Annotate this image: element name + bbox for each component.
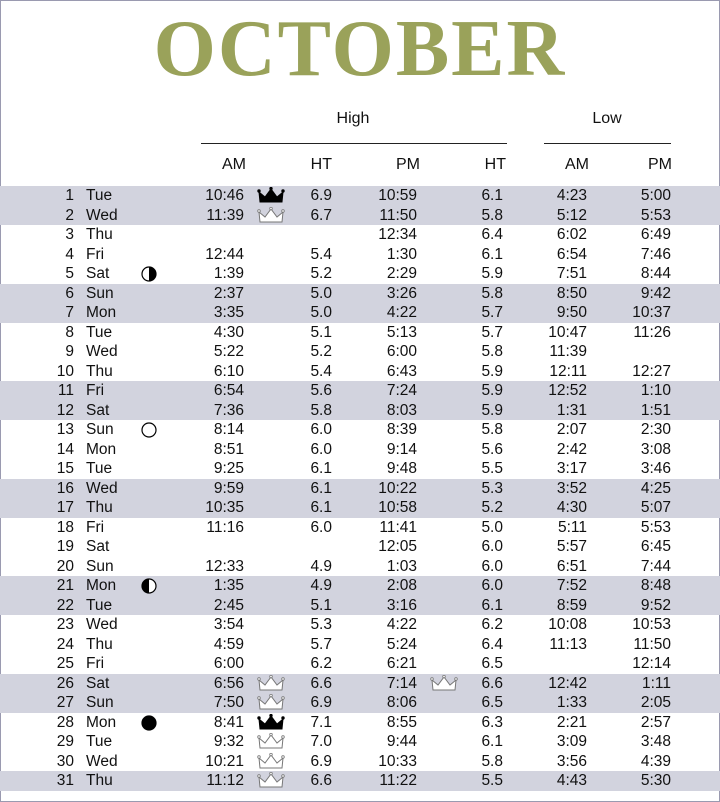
low-pm-time: 5:53	[640, 206, 671, 224]
high-pm-height: 6.6	[481, 674, 503, 692]
low-pm-time: 5:07	[640, 499, 671, 516]
weekday: Thu	[86, 226, 113, 243]
weekday: Wed	[86, 343, 118, 360]
high-pm-time: 10:22	[378, 479, 417, 497]
low-am-time: 8:50	[556, 284, 587, 302]
day-number: 17	[56, 499, 74, 516]
high-am-height: 5.1	[310, 323, 332, 341]
high-am-height: 5.7	[310, 635, 332, 653]
high-pm-time: 9:14	[386, 440, 417, 458]
low-am-time: 7:52	[556, 577, 587, 594]
high-pm-height: 6.0	[481, 577, 503, 594]
day-number: 25	[56, 655, 74, 672]
low-pm-time: 6:45	[640, 538, 671, 555]
low-am-time: 11:13	[549, 635, 587, 653]
low-pm-time: 7:46	[640, 245, 671, 263]
weekday: Fri	[86, 245, 105, 263]
low-pm-time: 7:44	[640, 557, 671, 575]
last-quarter-moon-icon	[141, 578, 157, 594]
table-row	[0, 518, 720, 538]
low-am-time: 12:11	[549, 362, 587, 380]
high-am-time: 1:35	[213, 577, 244, 594]
high-pm-time: 12:05	[378, 538, 417, 555]
low-am-time: 3:56	[556, 752, 587, 770]
day-number: 7	[65, 304, 74, 321]
white-crown-icon	[257, 753, 285, 771]
day-number: 26	[56, 674, 74, 692]
low-pm-time: 5:00	[640, 187, 671, 204]
low-pm-time: 1:11	[641, 674, 671, 692]
high-pm-time: 4:22	[386, 304, 417, 321]
table-row	[0, 381, 720, 401]
day-number: 2	[65, 206, 74, 224]
weekday: Tue	[86, 460, 113, 477]
low-am-time: 10:08	[548, 616, 587, 633]
day-number: 14	[56, 440, 74, 458]
high-pm-height: 6.1	[481, 596, 503, 614]
low-am-time: 3:52	[556, 479, 587, 497]
high-pm-time: 11:50	[379, 206, 417, 224]
low-pm-time: 5:30	[640, 772, 671, 789]
high-am-height: 6.1	[310, 499, 332, 516]
high-am-time: 11:39	[206, 206, 244, 224]
high-am-height: 6.0	[310, 421, 332, 438]
high-am-time: 8:41	[213, 713, 244, 731]
high-pm-height: 5.9	[481, 401, 503, 419]
high-am-time: 9:32	[213, 733, 244, 750]
high-pm-height: 6.1	[481, 733, 503, 750]
low-pm-time: 4:25	[640, 479, 671, 497]
day-number: 6	[65, 284, 74, 302]
weekday: Mon	[86, 713, 117, 731]
low-am-time: 2:42	[556, 440, 587, 458]
low-am-time: 10:47	[548, 323, 587, 341]
table-row	[0, 420, 720, 440]
high-am-time: 1:39	[213, 265, 244, 282]
high-am-time: 8:51	[213, 440, 244, 458]
table-row	[0, 206, 720, 226]
high-am-time: 2:45	[213, 596, 244, 614]
low-am-time: 6:54	[556, 245, 587, 263]
month-title: OCTOBER	[153, 5, 567, 93]
high-am-time: 11:16	[206, 518, 244, 536]
low-am-time: 5:11	[557, 518, 587, 536]
high-am-time: 11:12	[206, 772, 244, 789]
low-pm-time: 2:05	[640, 694, 671, 711]
table-row	[0, 264, 720, 284]
table-row	[0, 459, 720, 479]
day-number: 12	[56, 401, 74, 419]
day-number: 27	[56, 694, 74, 711]
weekday: Thu	[86, 362, 113, 380]
high-am-time: 6:54	[213, 382, 244, 399]
high-am-time: 6:00	[213, 655, 244, 672]
high-am-height: 5.8	[310, 401, 332, 419]
weekday: Mon	[86, 577, 117, 594]
low-pm-time: 1:10	[640, 382, 671, 399]
day-number: 21	[56, 577, 74, 594]
day-number: 3	[65, 226, 74, 243]
high-pm-height: 5.7	[481, 304, 503, 321]
high-pm-time: 2:08	[386, 577, 417, 594]
low-pm-time: 2:30	[640, 421, 671, 438]
high-am-height: 6.1	[310, 479, 332, 497]
low-pm-time: 3:08	[640, 440, 671, 458]
high-am-height: 4.9	[310, 557, 332, 575]
table-row	[0, 654, 720, 674]
table-row	[0, 342, 720, 362]
low-am-time: 5:57	[556, 538, 587, 555]
high-pm-time: 2:29	[386, 265, 417, 282]
high-am-time: 9:25	[213, 460, 244, 477]
high-pm-time: 9:44	[386, 733, 417, 750]
low-am-time: 5:12	[556, 206, 587, 224]
black-crown-icon	[257, 187, 285, 205]
high-am-time: 12:44	[205, 245, 244, 263]
high-group-label: High	[336, 110, 370, 127]
high-am-height: 5.0	[310, 304, 332, 321]
table-row	[0, 615, 720, 635]
high-pm-height: 5.9	[481, 382, 503, 399]
high-pm-time: 7:24	[386, 382, 417, 399]
day-number: 5	[65, 265, 74, 282]
table-row	[0, 713, 720, 733]
day-number: 10	[56, 362, 74, 380]
tide-table	[0, 186, 720, 791]
high-group-rule	[201, 143, 507, 144]
table-row	[0, 186, 720, 206]
high-am-time: 10:35	[205, 499, 244, 516]
high-pm-time: 10:33	[378, 752, 417, 770]
high-pm-time: 6:43	[386, 362, 417, 380]
high-am-time: 4:30	[213, 323, 244, 341]
weekday: Fri	[86, 382, 105, 399]
white-crown-icon	[430, 675, 458, 693]
high-am-height: 5.3	[310, 616, 332, 633]
high-am-height: 7.1	[310, 713, 332, 731]
weekday: Thu	[86, 772, 113, 789]
low-pm-time: 2:57	[640, 713, 671, 731]
high-pm-height: 5.5	[481, 772, 503, 789]
table-row	[0, 752, 720, 772]
low-group-label: Low	[592, 110, 622, 127]
day-number: 8	[65, 323, 74, 341]
high-pm-height: 5.8	[481, 343, 503, 360]
weekday: Fri	[86, 518, 105, 536]
high-pm-height: 5.7	[481, 323, 503, 341]
day-number: 18	[56, 518, 74, 536]
weekday: Tue	[86, 323, 113, 341]
high-am-height: 6.9	[310, 752, 332, 770]
high-pm-time: 8:06	[386, 694, 417, 711]
low-pm-time: 10:53	[632, 616, 671, 633]
table-row	[0, 498, 720, 518]
low-am-time: 4:30	[556, 499, 587, 516]
day-number: 16	[56, 479, 74, 497]
weekday: Wed	[86, 752, 118, 770]
high-pm-height: 6.5	[481, 655, 503, 672]
table-row	[0, 635, 720, 655]
weekday: Wed	[86, 616, 118, 633]
table-row	[0, 557, 720, 577]
weekday: Tue	[86, 596, 113, 614]
low-pm-time: 5:53	[640, 518, 671, 536]
high-am-time: 7:50	[213, 694, 244, 711]
day-number: 19	[56, 538, 74, 555]
high-pm-time: 10:58	[378, 499, 417, 516]
white-crown-icon	[257, 694, 285, 712]
low-am-time: 1:33	[556, 694, 587, 711]
low-pm-time: 6:49	[640, 226, 671, 243]
day-number: 24	[56, 635, 74, 653]
high-pm-height: 5.0	[481, 518, 503, 536]
table-row	[0, 401, 720, 421]
col-head-low-am: AM	[565, 156, 589, 173]
high-pm-time: 3:26	[386, 284, 417, 302]
low-am-time: 4:23	[556, 187, 587, 204]
low-pm-time: 9:52	[640, 596, 671, 614]
high-pm-time: 3:16	[386, 596, 417, 614]
table-row	[0, 732, 720, 752]
new-moon-icon	[141, 715, 157, 731]
white-crown-icon	[257, 733, 285, 751]
low-am-time: 6:51	[556, 557, 587, 575]
low-am-time: 1:31	[556, 401, 587, 419]
high-pm-time: 8:39	[386, 421, 417, 438]
weekday: Sat	[86, 265, 110, 282]
high-pm-height: 5.8	[481, 421, 503, 438]
low-am-time: 4:43	[556, 772, 587, 789]
high-am-height: 5.2	[310, 343, 332, 360]
table-row	[0, 537, 720, 557]
high-pm-time: 6:21	[386, 655, 417, 672]
low-pm-time: 12:27	[632, 362, 671, 380]
high-pm-height: 6.5	[481, 694, 503, 711]
weekday: Wed	[86, 206, 118, 224]
day-number: 31	[56, 772, 74, 789]
high-pm-height: 6.1	[481, 245, 503, 263]
high-pm-height: 6.1	[481, 187, 503, 204]
low-am-time: 8:59	[556, 596, 587, 614]
high-pm-time: 4:22	[386, 616, 417, 633]
full-moon-icon	[141, 422, 157, 438]
high-pm-height: 5.2	[481, 499, 503, 516]
low-group-rule	[544, 143, 671, 144]
high-pm-time: 5:13	[386, 323, 417, 341]
table-row	[0, 693, 720, 713]
high-pm-height: 6.3	[481, 713, 503, 731]
table-row	[0, 362, 720, 382]
high-pm-time: 8:03	[386, 401, 417, 419]
weekday: Mon	[86, 304, 117, 321]
low-pm-time: 1:51	[640, 401, 671, 419]
table-row	[0, 284, 720, 304]
day-number: 15	[56, 460, 74, 477]
high-pm-height: 5.5	[481, 460, 503, 477]
low-am-time: 2:21	[556, 713, 587, 731]
weekday: Thu	[86, 635, 113, 653]
high-pm-time: 8:55	[386, 713, 417, 731]
low-pm-time: 3:46	[640, 460, 671, 477]
table-row	[0, 323, 720, 343]
weekday: Tue	[86, 187, 113, 204]
high-am-time: 3:54	[213, 616, 244, 633]
white-crown-icon	[257, 207, 285, 225]
high-am-height: 7.0	[310, 733, 332, 750]
high-am-height: 5.4	[310, 245, 332, 263]
low-pm-time: 8:44	[640, 265, 671, 282]
table-row	[0, 303, 720, 323]
high-pm-height: 5.9	[481, 265, 503, 282]
high-pm-time: 6:00	[386, 343, 417, 360]
high-pm-height: 5.9	[481, 362, 503, 380]
high-am-height: 5.6	[310, 382, 332, 399]
high-am-height: 5.4	[310, 362, 332, 380]
weekday: Fri	[86, 655, 105, 672]
high-pm-time: 1:03	[386, 557, 417, 575]
high-pm-height: 6.4	[481, 635, 503, 653]
col-head-low-pm: PM	[648, 156, 672, 173]
low-am-time: 11:39	[549, 343, 587, 360]
low-pm-time: 4:39	[640, 752, 671, 770]
high-am-height: 6.0	[310, 440, 332, 458]
day-number: 23	[56, 616, 74, 633]
weekday: Sun	[86, 421, 114, 438]
weekday: Thu	[86, 499, 113, 516]
weekday: Sat	[86, 674, 110, 692]
low-am-time: 6:02	[556, 226, 587, 243]
high-am-time: 8:14	[213, 421, 244, 438]
weekday: Sat	[86, 401, 110, 419]
high-am-time: 10:46	[205, 187, 244, 204]
weekday: Wed	[86, 479, 118, 497]
high-pm-time: 12:34	[378, 226, 417, 243]
white-crown-icon	[257, 772, 285, 790]
low-am-time: 3:17	[556, 460, 587, 477]
high-pm-height: 5.8	[481, 206, 503, 224]
high-am-time: 6:10	[213, 362, 244, 380]
low-pm-time: 3:48	[640, 733, 671, 750]
high-pm-time: 11:22	[379, 772, 417, 789]
low-pm-time: 12:14	[632, 655, 671, 672]
table-row	[0, 225, 720, 245]
day-number: 28	[56, 713, 74, 731]
high-am-height: 5.0	[310, 284, 332, 302]
table-row	[0, 576, 720, 596]
high-am-height: 6.7	[310, 206, 332, 224]
low-am-time: 2:07	[556, 421, 587, 438]
col-head-pm: PM	[396, 156, 420, 173]
high-am-time: 12:33	[205, 557, 244, 575]
high-am-height: 5.2	[310, 265, 332, 282]
high-pm-height: 5.3	[481, 479, 503, 497]
table-row	[0, 245, 720, 265]
high-pm-time: 9:48	[386, 460, 417, 477]
day-number: 11	[57, 382, 74, 399]
col-head-am: AM	[222, 156, 246, 173]
low-pm-time: 9:42	[640, 284, 671, 302]
table-row	[0, 440, 720, 460]
high-am-height: 6.1	[310, 460, 332, 477]
weekday: Sat	[86, 538, 110, 555]
first-quarter-moon-icon	[141, 266, 157, 282]
low-pm-time: 10:37	[632, 304, 671, 321]
low-am-time: 9:50	[556, 304, 587, 321]
table-row	[0, 674, 720, 694]
low-pm-time: 8:48	[640, 577, 671, 594]
high-am-time: 9:59	[213, 479, 244, 497]
weekday: Sun	[86, 557, 114, 575]
high-am-time: 3:35	[213, 304, 244, 321]
high-am-height: 6.0	[310, 518, 332, 536]
high-am-time: 5:22	[213, 343, 244, 360]
low-am-time: 12:42	[548, 674, 587, 692]
table-row	[0, 596, 720, 616]
weekday: Sun	[86, 284, 114, 302]
high-am-time: 6:56	[213, 674, 244, 692]
day-number: 13	[56, 421, 74, 438]
low-am-time: 12:52	[548, 382, 587, 399]
high-pm-time: 10:59	[378, 187, 417, 204]
high-am-time: 4:59	[213, 635, 244, 653]
high-am-height: 6.9	[310, 187, 332, 204]
low-pm-time: 11:26	[633, 323, 671, 341]
high-pm-time: 7:14	[386, 674, 417, 692]
low-am-time: 7:51	[556, 265, 587, 282]
weekday: Mon	[86, 440, 117, 458]
col-head-ht: HT	[310, 156, 332, 173]
day-number: 29	[56, 733, 74, 750]
low-pm-time: 11:50	[633, 635, 671, 653]
day-number: 1	[65, 187, 74, 204]
low-am-time: 3:09	[556, 733, 587, 750]
high-am-height: 6.6	[310, 674, 332, 692]
high-pm-height: 6.2	[481, 616, 503, 633]
high-am-time: 10:21	[205, 752, 244, 770]
high-pm-height: 6.4	[481, 226, 503, 243]
high-pm-time: 1:30	[386, 245, 417, 263]
table-row	[0, 771, 720, 791]
col-head-ht-2: HT	[484, 156, 506, 173]
high-am-height: 6.2	[310, 655, 332, 672]
high-pm-height: 5.6	[481, 440, 503, 458]
high-am-height: 6.6	[310, 772, 332, 789]
day-number: 9	[65, 343, 74, 360]
high-am-height: 6.9	[310, 694, 332, 711]
white-crown-icon	[257, 675, 285, 693]
high-pm-height: 6.0	[481, 538, 503, 555]
high-pm-time: 11:41	[379, 518, 417, 536]
high-am-time: 7:36	[213, 401, 244, 419]
table-row	[0, 479, 720, 499]
high-pm-time: 5:24	[386, 635, 417, 653]
high-pm-height: 6.0	[481, 557, 503, 575]
day-number: 30	[56, 752, 74, 770]
weekday: Sun	[86, 694, 114, 711]
high-am-height: 4.9	[310, 577, 332, 594]
day-number: 22	[56, 596, 74, 614]
black-crown-icon	[257, 714, 285, 732]
day-number: 20	[56, 557, 74, 575]
high-pm-height: 5.8	[481, 284, 503, 302]
high-am-height: 5.1	[310, 596, 332, 614]
weekday: Tue	[86, 733, 113, 750]
high-pm-height: 5.8	[481, 752, 503, 770]
high-am-time: 2:37	[213, 284, 244, 302]
day-number: 4	[65, 245, 74, 263]
